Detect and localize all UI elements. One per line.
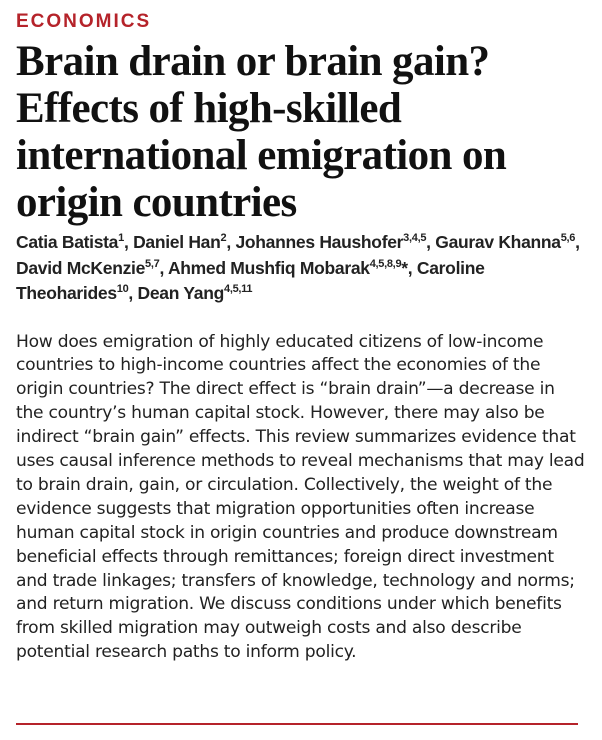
author-affiliation: 4,5,11: [224, 283, 253, 295]
author-separator: ,: [123, 232, 134, 252]
author-5: [168, 258, 417, 278]
author-name: Dean Yang: [137, 283, 224, 303]
bottom-divider: [16, 723, 578, 725]
author-7: [138, 283, 253, 303]
author-name: Gaurav Khanna: [435, 232, 561, 252]
author-name: Ahmed Mushfiq Mobarak: [167, 257, 370, 278]
corresponding-author-mark: *: [401, 257, 408, 278]
author-affiliation: 3,4,5: [403, 232, 427, 244]
author-list: [16, 230, 586, 307]
author-name: David McKenzie: [16, 257, 146, 278]
section-label: ECONOMICS: [16, 11, 152, 32]
author-affiliation: 1: [118, 232, 124, 244]
author-affiliation: 5,6: [560, 232, 576, 244]
author-0: [16, 232, 133, 252]
author-3: [435, 232, 579, 252]
author-name: Caroline Theoharides: [16, 257, 485, 303]
author-separator: ,: [226, 232, 236, 252]
author-separator: ,: [407, 257, 417, 278]
author-separator: ,: [426, 232, 436, 252]
author-affiliation: 10: [116, 283, 129, 295]
author-separator: ,: [128, 283, 138, 303]
author-separator: ,: [159, 257, 168, 278]
author-2: [235, 232, 435, 252]
author-name: Johannes Haushofer: [235, 232, 404, 252]
author-name: Catia Batista: [16, 232, 119, 252]
author-separator: ,: [575, 232, 580, 252]
author-affiliation: 4,5,8,9: [369, 257, 402, 270]
author-4: [16, 258, 168, 278]
abstract-text: How does emigration of highly educated citizens of low-income countries to high-income countries affect the economies of the origin countries? The direct effect is “brain drain”—a decrease in the country’s human capital stock. However, there may also be indirect “brain gain” effects. This review summarizes evidence that uses causal inference methods to reveal mechanisms that may lead to brain drain, gain, or circulation. Collectively, the weight of the evidence suggests that migration opportunities often increase human capital stock in origin countries and produce downstream beneficial effects through remittances; foreign direct investment and trade linkages; transfers of knowledge, technology and norms; and return migration. We discuss conditions under which benefits from skilled migration may outweigh costs and also describe potential research paths to inform policy.: [16, 331, 585, 663]
author-affiliation: 2: [220, 232, 227, 244]
author-1: [133, 232, 235, 252]
article-title: Brain drain or brain gain? Effects of high-skilled international emigration on origin countries: [16, 38, 507, 226]
author-name: Daniel Han: [133, 232, 221, 252]
author-affiliation: 5,7: [145, 257, 160, 270]
